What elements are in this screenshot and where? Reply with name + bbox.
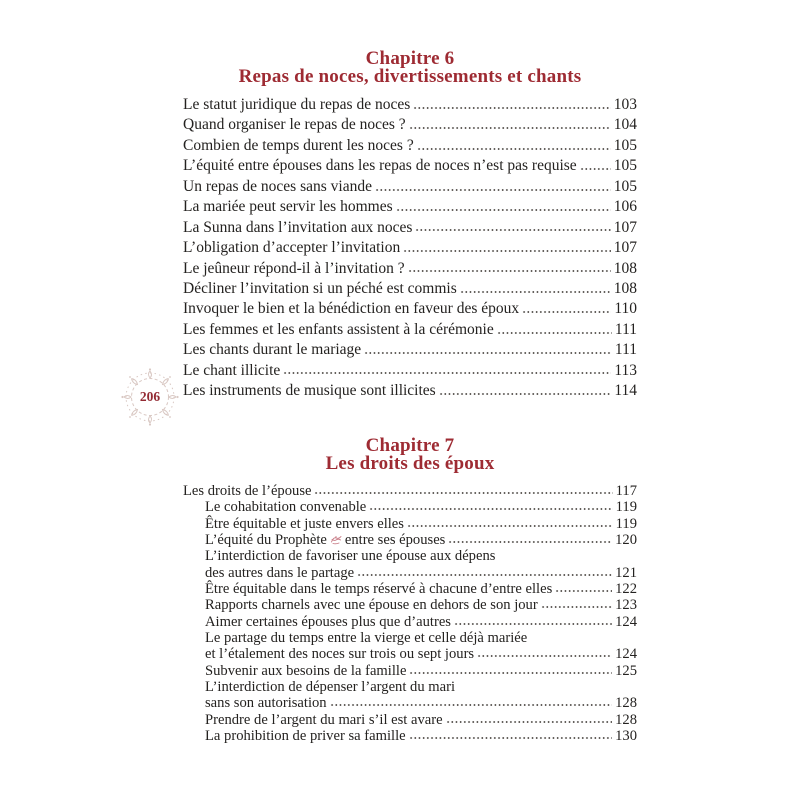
entry-title: Les femmes et les enfants assistent à la cérémonie (183, 320, 494, 338)
toc-entry (183, 499, 637, 515)
entry-title: Être équitable dans le temps réservé à chacune d’entre elles (205, 581, 553, 598)
entry-title: des autres dans le partage (205, 564, 355, 581)
entry-title: Combien de temps durent les noces ? (183, 136, 414, 154)
toc-entry (183, 516, 637, 532)
toc-entry (183, 381, 637, 401)
toc-entry-wrapped-first-line (183, 548, 637, 564)
toc-entry (183, 197, 637, 217)
entry-title: Décliner l’invitation si un péché est commis (183, 279, 457, 297)
toc-entry-wrapped-first-line (183, 630, 637, 646)
entry-page: 107 (613, 239, 637, 257)
entry-page: 130 (615, 728, 637, 745)
entry-page: 110 (614, 300, 637, 318)
entry-title: L’obligation d’accepter l’invitation (183, 239, 401, 257)
entry-title: sans son autorisation (205, 695, 327, 712)
entry-page: 128 (615, 695, 637, 712)
dot-leader (477, 646, 612, 662)
chapter-subtitle: Les droits des époux (325, 453, 495, 474)
dot-leader (413, 95, 610, 115)
toc-entry (183, 695, 637, 711)
dot-leader (417, 136, 611, 156)
page-number: 206 (139, 389, 161, 404)
entry-page: 124 (615, 613, 637, 630)
toc-entry (183, 565, 637, 581)
toc-entry (183, 712, 637, 728)
dot-leader (415, 218, 610, 238)
toc-entry (183, 156, 637, 176)
page-number-medallion (121, 368, 179, 426)
entry-title: L’équité entre épouses dans les repas de noces n’est pas requise (183, 157, 577, 175)
entry-page: 104 (613, 116, 637, 134)
dot-leader (396, 197, 611, 217)
chapter-title: Chapitre 6 (365, 48, 455, 69)
entry-page: 121 (615, 564, 637, 581)
entry-page: 125 (615, 662, 637, 679)
toc-entry (183, 597, 637, 613)
toc-entry (183, 218, 637, 238)
dot-leader (375, 177, 611, 197)
entry-title: Les droits de l’épouse (183, 483, 312, 499)
entry-page: 108 (613, 259, 637, 277)
entry-page: 108 (613, 279, 637, 297)
entry-page: 128 (615, 711, 637, 728)
dot-leader (409, 115, 611, 135)
dot-leader (357, 565, 612, 581)
entry-page: 122 (615, 581, 637, 598)
dot-leader (497, 320, 612, 340)
entry-page: 114 (614, 382, 637, 400)
toc-entry (183, 177, 637, 197)
toc-entry (183, 340, 637, 360)
chapter-subtitle: Repas de noces, divertissements et chants (238, 66, 582, 87)
entry-title: et l’étalement des noces sur trois ou sept jours (205, 646, 475, 663)
dot-leader (446, 712, 613, 728)
dot-leader (407, 516, 613, 532)
entry-title: Rapports charnels avec une épouse en dehors de son jour (205, 597, 538, 614)
toc-entry (183, 259, 637, 279)
toc-entry (183, 663, 637, 679)
dot-leader (454, 614, 612, 630)
dot-leader (283, 361, 611, 381)
chapter-7-heading (183, 437, 637, 473)
entry-title: L’interdiction de dépenser l’argent du mari (205, 679, 456, 696)
entry-title: La Sunna dans l’invitation aux noces (183, 218, 413, 236)
dot-leader (541, 597, 612, 613)
toc-entry (183, 532, 637, 548)
toc-entry (183, 95, 637, 115)
dot-leader (439, 381, 612, 401)
dot-leader (364, 340, 612, 360)
entry-page: 111 (614, 320, 637, 338)
entry-title: Le partage du temps entre la vierge et celle déjà mariée (205, 630, 528, 647)
entry-title: La prohibition de priver sa famille (205, 728, 406, 745)
dot-leader (448, 532, 612, 548)
entry-title: La mariée peut servir les hommes (183, 198, 393, 216)
entry-page: 119 (615, 499, 637, 516)
entry-page: 111 (614, 341, 637, 359)
entry-title: Subvenir aux besoins de la famille (205, 662, 407, 679)
toc-entry (183, 361, 637, 381)
dot-leader (460, 279, 611, 299)
entry-title: Quand organiser le repas de noces ? (183, 116, 406, 134)
entry-page: 113 (614, 361, 637, 379)
entry-title: Prendre de l’argent du mari s’il est avare (205, 711, 443, 728)
dot-leader (403, 238, 611, 258)
entry-page: 105 (613, 136, 637, 154)
toc-entry (183, 136, 637, 156)
dot-leader (369, 499, 612, 515)
entry-page: 120 (615, 532, 637, 549)
toc-entry-wrapped-first-line (183, 679, 637, 695)
entry-title: Le statut juridique du repas de noces (183, 96, 411, 113)
entry-title: Invoquer le bien et la bénédiction en faveur des époux (183, 300, 520, 318)
entry-page: 117 (615, 483, 637, 499)
entry-title: L’équité du Prophète (205, 532, 327, 549)
toc-entry (183, 299, 637, 319)
toc-entry (183, 279, 637, 299)
toc-entry (183, 238, 637, 258)
toc-list-chapter-7 (183, 483, 637, 745)
dot-leader (555, 581, 612, 597)
dot-leader (330, 695, 613, 711)
entry-page: 105 (613, 177, 637, 195)
dot-leader (314, 483, 612, 499)
entry-title: Aimer certaines épouses plus que d’autres (205, 613, 451, 630)
dot-leader (409, 663, 612, 679)
chapter-6-heading (183, 50, 637, 86)
toc-entry (183, 483, 637, 499)
dot-leader (408, 259, 611, 279)
entry-page: 107 (613, 218, 637, 236)
entry-page: 106 (613, 198, 637, 216)
entry-title: Le jeûneur répond-il à l’invitation ? (183, 259, 405, 277)
entry-title: Être équitable et juste envers elles (205, 515, 404, 532)
entry-page: 105 (613, 157, 637, 175)
entry-title: L’interdiction de favoriser une épouse aux dépens (205, 548, 496, 565)
toc-entry (183, 320, 637, 340)
toc-entry (183, 614, 637, 630)
entry-page: 103 (613, 96, 637, 113)
prophet-blessing-calligraphy-icon (330, 533, 342, 549)
entry-title: Un repas de noces sans viande (183, 177, 372, 195)
entry-title: Le chant illicite (183, 361, 281, 379)
entry-page: 123 (615, 597, 637, 614)
entry-title: entre ses épouses (344, 532, 446, 549)
entry-page: 119 (615, 515, 637, 532)
toc-list-chapter-6 (183, 95, 637, 402)
dot-leader (522, 299, 611, 319)
entry-title: Le cohabitation convenable (205, 499, 367, 516)
dot-leader (409, 728, 613, 744)
toc-entry (183, 728, 637, 744)
entry-title: Les instruments de musique sont illicites (183, 382, 436, 400)
chapter-title: Chapitre 7 (365, 435, 455, 456)
toc-entry (183, 115, 637, 135)
toc-entry (183, 581, 637, 597)
entry-page: 124 (615, 646, 637, 663)
dot-leader (580, 156, 611, 176)
entry-title: Les chants durant le mariage (183, 341, 362, 359)
toc-entry (183, 646, 637, 662)
